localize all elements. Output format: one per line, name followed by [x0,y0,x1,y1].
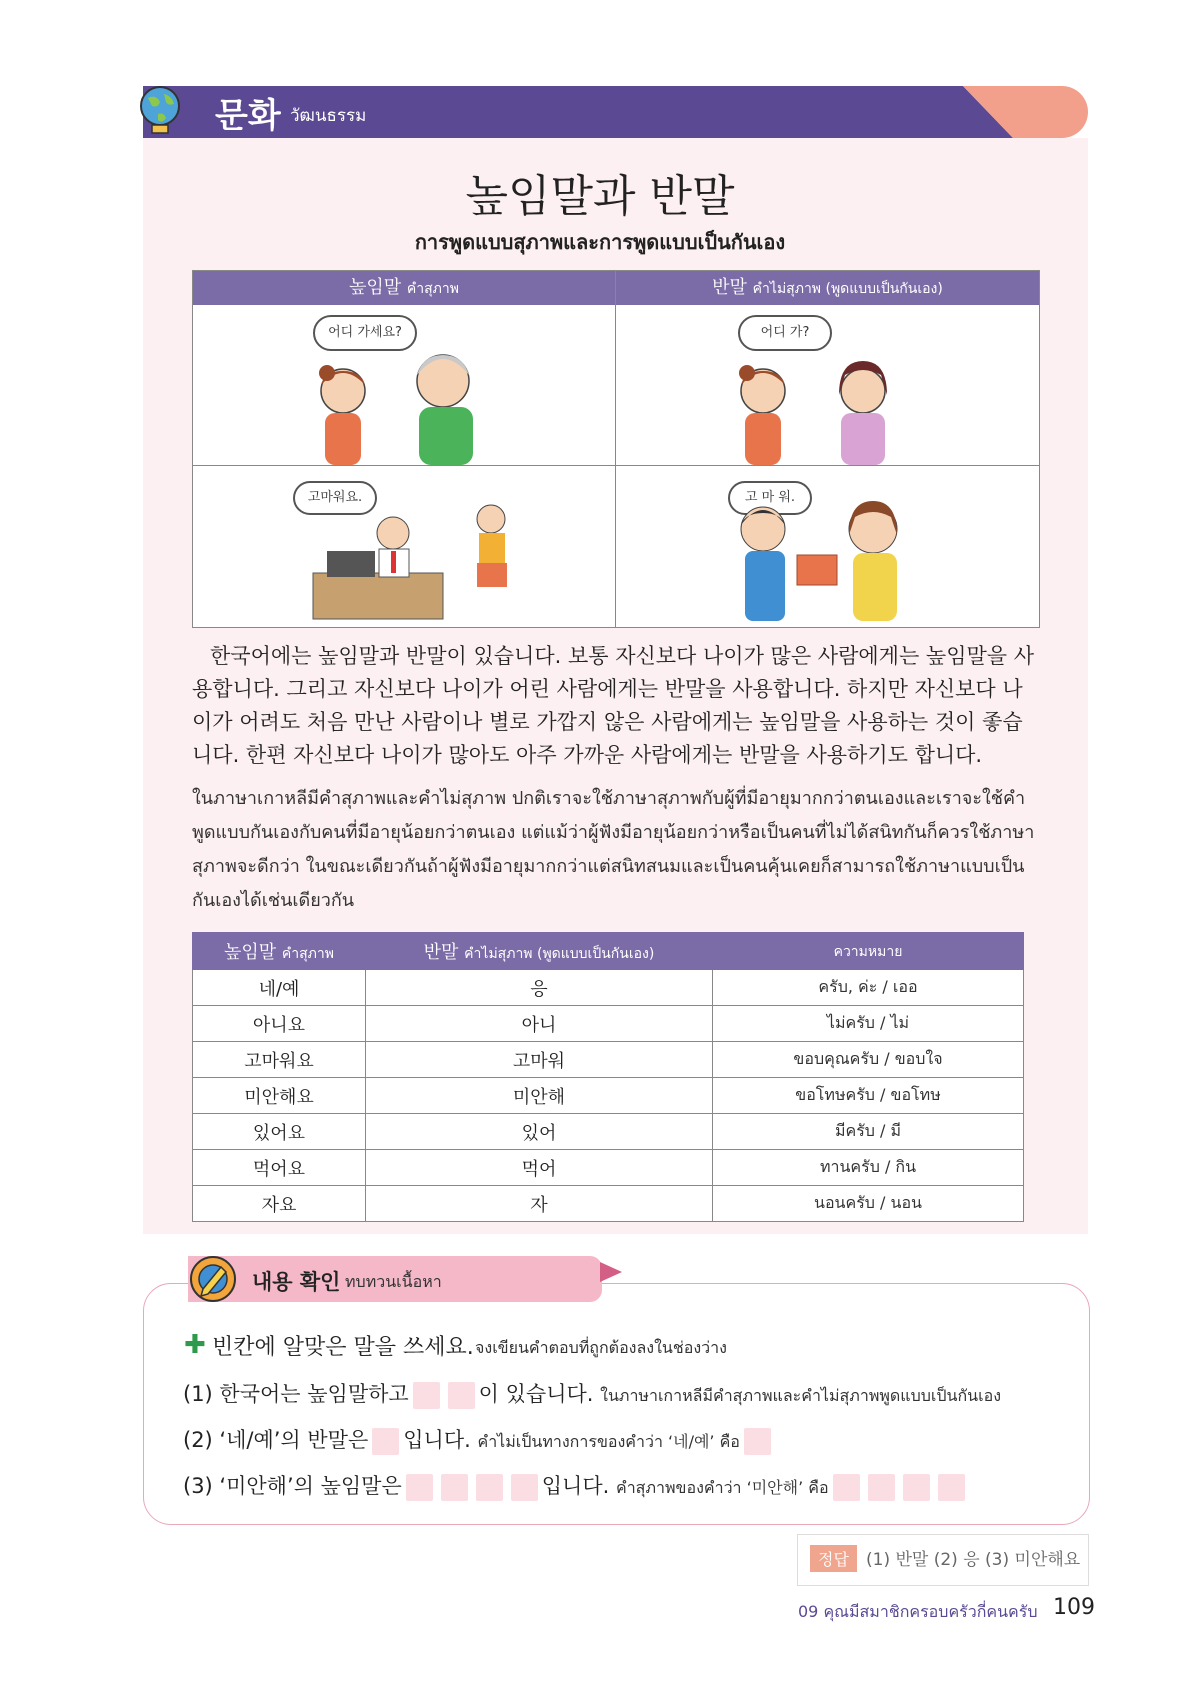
speech-bubble: 어디 가세요? [313,315,417,351]
chapter-footer: 09 คุณมีสมาชิกครอบครัวกี่คนครับ [798,1602,1038,1621]
vocab-table [192,932,1024,1222]
comic-head-label-th: คำไม่สุภาพ (พูดแบบเป็นกันเอง) [752,281,943,297]
question-3 [183,1470,969,1501]
question-2 [183,1424,775,1455]
table-cell: ขอบคุณครับ / ขอบใจ [713,1042,1024,1078]
speech-bubble: 고 마 워. [728,481,812,515]
answer-blank[interactable] [744,1428,771,1455]
table-cell: ขอโทษครับ / ขอโทษ [713,1078,1024,1114]
speech-bubble: 고마워요. [293,481,377,515]
question-text: (2) ‘네/예’의 반말은 [183,1428,369,1452]
comic-head-honorific [193,271,615,305]
table-cell: 먹어요 [193,1150,366,1186]
question-text-th: คำสุภาพของคำว่า ‘미안해’ คือ [615,1478,829,1497]
question-text: (1) 한국어는 높임말하고 [183,1382,409,1406]
column-header-label: 반말 [423,941,459,963]
column-header-label: 높임말 [224,941,277,963]
table-cell: นอนครับ / นอน [713,1186,1024,1222]
korean-paragraph: 한국어에는 높임말과 반말이 있습니다. 보통 자신보다 나이가 많은 사람에게는 높임말을 사용합니다. 그리고 자신보다 나이가 어린 사람에게는 반말을 사용합니다. 하지만 자신보다 나이가 어려도 처음 만난 사람이나 별로 가깝지 않은 사람에게는 높임말을 사용하는 것이 좋습니다. 한편 자신보다 나이가 많아도 아주 가까운 사람에게는 반말을 사용하기도 합니다. [192,644,1035,767]
answer-blank[interactable] [406,1474,433,1501]
table-cell: 먹어 [366,1150,713,1186]
table-cell: 자 [366,1186,713,1222]
answer-blank[interactable] [476,1474,503,1501]
comic-divider [615,271,616,627]
answer-blank[interactable] [441,1474,468,1501]
review-title: 내용 확인 [252,1270,341,1294]
answer-blank[interactable] [833,1474,860,1501]
people-illustration [303,351,503,465]
page-subtitle: การพูดแบบสุภาพและการพูดแบบเป็นกันเอง [414,230,786,254]
table-header-row [193,933,1024,970]
answer-blank[interactable] [903,1474,930,1501]
instruction-text: 빈칸에 알맞은 말을 쓰세요. [212,1335,474,1360]
column-header-label-th: คำไม่สุภาพ (พูดแบบเป็นกันเอง) [464,945,655,962]
question-1 [183,1378,1001,1409]
review-title-th: ทบทวนเนื้อหา [345,1272,442,1291]
table-cell: 고마워 [366,1042,713,1078]
comic-divider [193,465,1039,466]
comic-head-informal [616,271,1039,305]
table-cell: ไม่ครับ / ไม่ [713,1006,1024,1042]
thai-paragraph: ในภาษาเกาหลีมีคำสุภาพและคำไม่สุภาพ ปกติเราจะใช้ภาษาสุภาพกับผู้ที่มีอายุมากกว่าตนเองและเราจะใช้คำพูดแบบกันเองกับคนที่มีอายุน้อยกว่าตนเอง แต่แม้ว่าผู้ฟังมีอายุน้อยกว่าหรือเป็นคนที่ไม่ได้สนิทกันก็ควรใช้ภาษาสุภาพจะดีกว่า ในขณะเดียวกันถ้าผู้ฟังมีอายุมากกว่าแต่สนิทสนมและเป็นคนคุ้นเคยก็สามารถใช้ภาษาแบบเป็นกันเองได้เช่นเดียวกัน [192,788,1035,911]
table-row [193,970,1024,1006]
table-cell: ครับ, ค่ะ / เออ [713,970,1024,1006]
table-cell: 미안해 [366,1078,713,1114]
answer-blank[interactable] [413,1382,440,1409]
answer-tag: 정답 [810,1545,857,1572]
comic-illustration [192,270,1040,628]
table-cell: 아니요 [193,1006,366,1042]
comic-head-label-th: คำสุภาพ [406,281,459,297]
answer-blank[interactable] [372,1428,399,1455]
question-text: (3) ‘미안해’의 높임말은 [183,1474,402,1498]
question-text: 입니다. [403,1428,471,1452]
table-cell: 있어요 [193,1114,366,1150]
office-illustration [303,493,583,623]
speech-bubble: 어디 가? [738,315,832,351]
globe-icon [138,84,182,138]
answer-text: (1) 반말 (2) 응 (3) 미안해요 [866,1550,1081,1570]
instruction-text-th: จงเขียนคำตอบที่ถูกต้องลงในช่องว่าง [475,1338,727,1357]
table-row [193,1150,1024,1186]
column-header-honorific [193,933,366,970]
table-row [193,1006,1024,1042]
table-cell: 자요 [193,1186,366,1222]
plus-icon: ✚ [184,1330,206,1360]
answer-blank[interactable] [868,1474,895,1501]
column-header-label-th: คำสุภาพ [281,945,334,962]
table-cell: 네/예 [193,970,366,1006]
table-cell: 고마워요 [193,1042,366,1078]
table-cell: 있어 [366,1114,713,1150]
page-title: 높임말과 반말 [465,171,735,222]
question-text: 이 있습니다. [478,1382,594,1406]
section-title: 문화 [215,96,281,136]
column-header-label: ความหมาย [833,943,903,960]
comic-head-label: 반말 [712,277,747,298]
people-illustration [723,351,923,465]
table-cell: 응 [366,970,713,1006]
table-row [193,1042,1024,1078]
answer-blank[interactable] [938,1474,965,1501]
column-header-informal [366,933,713,970]
review-tab-arrow [600,1262,622,1282]
gear-pencil-icon [186,1252,240,1306]
table-cell: ทานครับ / กิน [713,1150,1024,1186]
column-header-meaning [713,933,1024,970]
question-text-th: ในภาษาเกาหลีมีคำสุภาพและคำไม่สุภาพพูดแบบเป็นกันเอง [600,1386,1001,1405]
people-illustration [713,495,953,625]
table-row [193,1078,1024,1114]
page-number: 109 [1053,1595,1095,1620]
table-cell: มีครับ / มี [713,1114,1024,1150]
question-text-th: คำไม่เป็นทางการของคำว่า ‘네/예’ คือ [477,1432,740,1451]
table-row [193,1186,1024,1222]
table-cell: 미안해요 [193,1078,366,1114]
section-header [143,86,1088,138]
table-row [193,1114,1024,1150]
question-text: 입니다. [541,1474,610,1498]
comic-head-label: 높임말 [349,277,402,298]
answer-blank[interactable] [448,1382,475,1409]
section-subtitle: วัฒนธรรม [290,106,367,126]
table-cell: 아니 [366,1006,713,1042]
answer-blank[interactable] [511,1474,538,1501]
